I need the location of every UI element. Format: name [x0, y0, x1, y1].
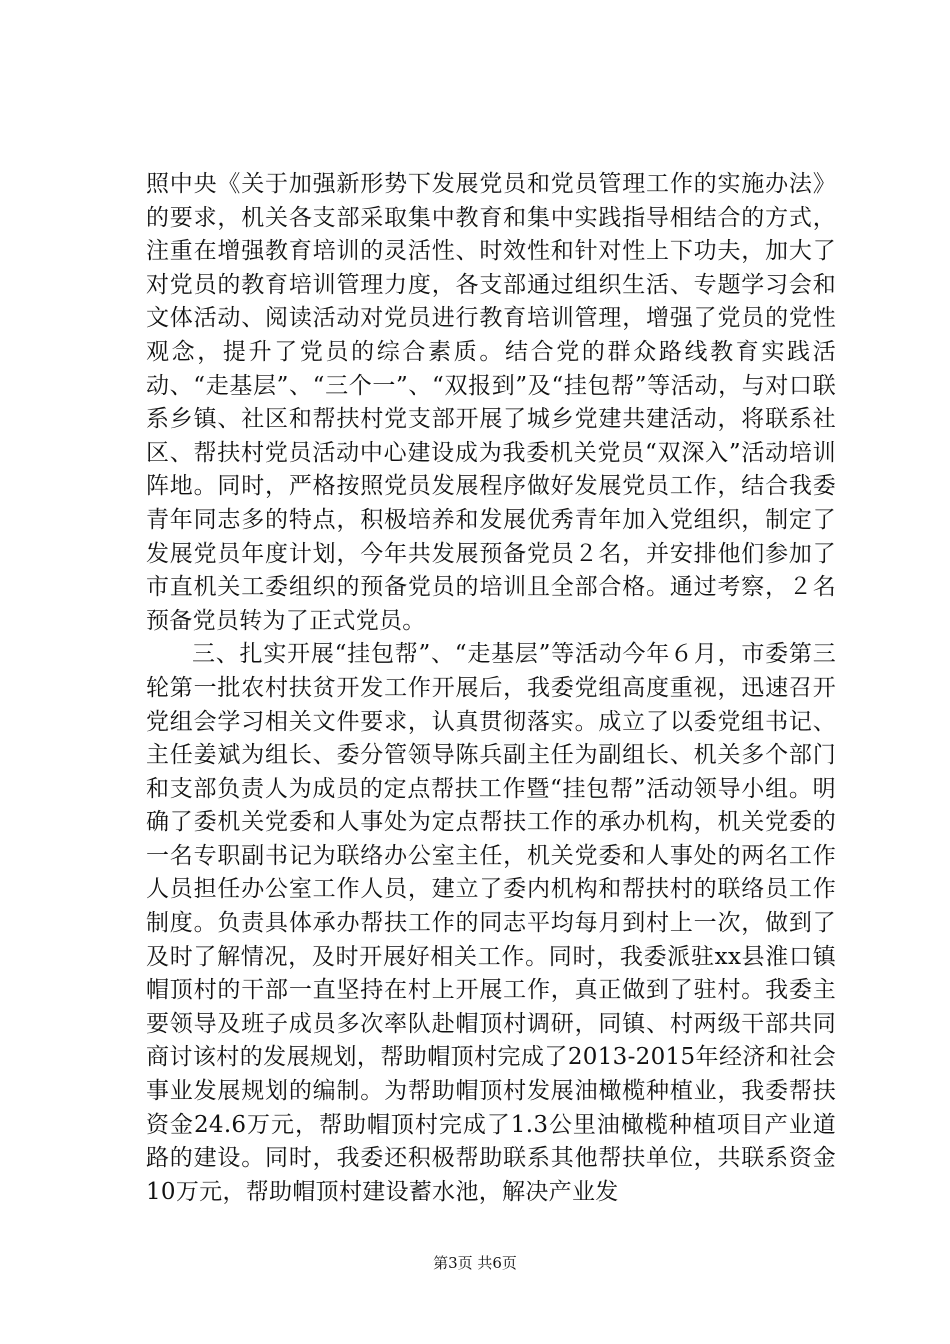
- paragraph-continued: 照中央《关于加强新形势下发展党员和党员管理工作的实施办法》的要求，机关各支部采取集中教育和集中实践指导相结合的方式，注重在增强教育培训的灵活性、时效性和针对性上下功夫，加大了对党员的教育培训管理力度，各支部通过组织生活、专题学习会和文体活动、阅读活动对党员进行教育培训管理，增强了党员的党性观念，提升了党员的综合素质。结合党的群众路线教育实践活动、“走基层”、“三个一”、“双报到”及“挂包帮”等活动，与对口联系乡镇、社区和帮扶村党支部开展了城乡党建共建活动，将联系社区、帮扶村党员活动中心建设成为我委机关党员“双深入”活动培训阵地。同时，严格按照党员发展程序做好发展党员工作，结合我委青年同志多的特点，积极培养和发展优秀青年加入党组织，制定了发展党员年度计划，今年共发展预备党员２名，并安排他们参加了市直机关工委组织的预备党员的培训且全部合格。通过考察，２名预备党员转为了正式党员。: [146, 171, 836, 634]
- paragraph-section-three: 三、扎实开展“挂包帮”、“走基层”等活动今年６月，市委第三轮第一批农村扶贫开发工作开展后，我委党组高度重视，迅速召开党组会学习相关文件要求，认真贯彻落实。成立了以委党组书记、主任姜斌为组长、委分管领导陈兵副主任为副组长、机关多个部门和支部负责人为成员的定点帮扶工作暨“挂包帮”活动领导小组。明确了委机关党委和人事处为定点帮扶工作的承办机构，机关党委的一名专职副书记为联络办公室主任，机关党委和人事处的两名工作人员担任办公室工作人员，建立了委内机构和帮扶村的联络员工作制度。负责具体承办帮扶工作的同志平均每月到村上一次，做到了及时了解情况，及时开展好相关工作。同时，我委派驻xx县淮口镇帽顶村的干部一直坚持在村上开展工作，真正做到了驻村。我委主要领导及班子成员多次率队赴帽顶村调研，同镇、村两级干部共同商讨该村的发展规划，帮助帽顶村完成了2013-2015年经济和社会事业发展规划的编制。为帮助帽顶村发展油橄榄种植业，我委帮扶资金24.6万元，帮助帽顶村完成了1.3公里油橄榄种植项目产业道路的建设。同时，我委还积极帮助联系其他帮扶单位，共联系资金10万元，帮助帽顶村建设蓄水池，解决产业发: [146, 641, 836, 1205]
- page-footer: 第3页 共6页: [433, 1254, 517, 1272]
- document-body: [146, 168, 836, 1209]
